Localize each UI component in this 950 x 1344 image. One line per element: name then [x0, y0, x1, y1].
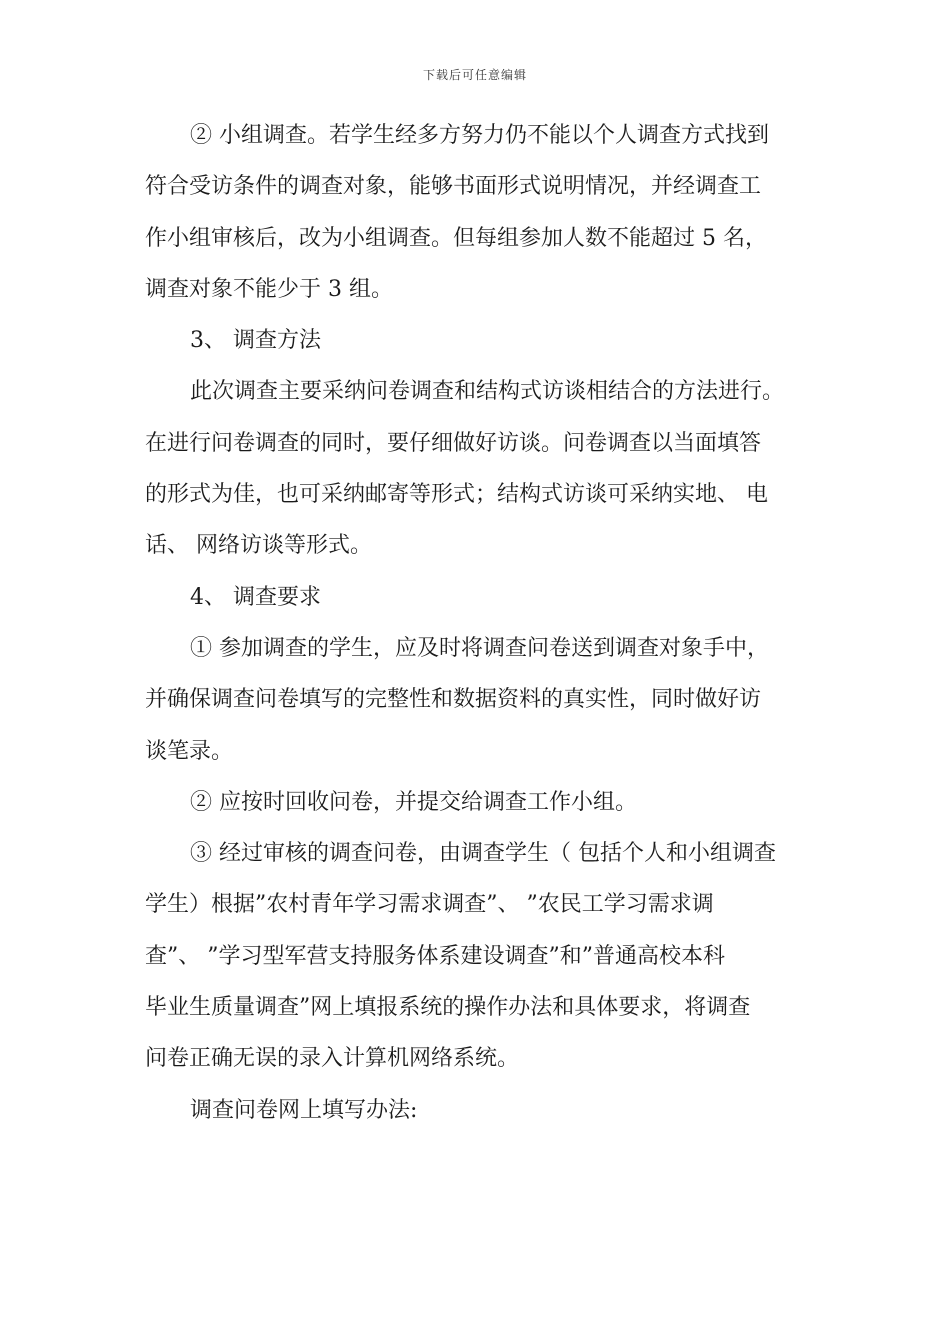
text-line: ① 参加调查的学生，应及时将调查问卷送到调查对象手中， — [190, 635, 769, 661]
text-line: 学生）根据”农村青年学习需求调查”、 ”农民工学习需求调 — [145, 892, 714, 918]
text-line: 毕业生质量调查”网上填报系统的操作办法和具体要求，将调查 — [145, 995, 751, 1021]
text-line: 话、 网络访谈等形式。 — [145, 533, 372, 559]
text-line: 作小组审核后，改为小组调查。但每组参加人数不能超过 5 名， — [145, 225, 767, 251]
text-line: ② 应按时回收问卷，并提交给调查工作小组。 — [190, 789, 637, 815]
text-line: 调查问卷网上填写办法: — [190, 1097, 418, 1123]
page-header: 下载后可任意编辑 — [422, 68, 527, 82]
text-line: 查”、 ”学习型军营支持服务体系建设调查”和”普通高校本科 — [145, 943, 725, 969]
section-heading: 3、 调查方法 — [190, 328, 321, 354]
text-line: 问卷正确无误的录入计算机网络系统。 — [145, 1046, 520, 1072]
text-line: ② 小组调查。若学生经多方努力仍不能以个人调查方式找到 — [190, 123, 769, 148]
text-line: 的形式为佳，也可采纳邮寄等形式；结构式访谈可采纳实地、 电 — [145, 482, 768, 508]
text-line: 谈笔录。 — [145, 738, 234, 764]
text-line: 在进行问卷调查的同时，要仔细做好访谈。问卷调查以当面填答 — [145, 430, 762, 456]
text-line: 调查对象不能少于 3 组。 — [145, 276, 393, 302]
text-line: 并确保调查问卷填写的完整性和数据资料的真实性，同时做好访 — [145, 687, 762, 713]
section-heading: 4、 调查要求 — [190, 584, 321, 610]
text-line: ③ 经过审核的调查问卷，由调查学生（ 包括个人和小组调查 — [190, 841, 776, 867]
text-line: 此次调查主要采纳问卷调查和结构式访谈相结合的方法进行。 — [190, 379, 785, 405]
document-body — [145, 114, 807, 1140]
text-line: 符合受访条件的调查对象，能够书面形式说明情况，并经调查工 — [145, 174, 762, 200]
